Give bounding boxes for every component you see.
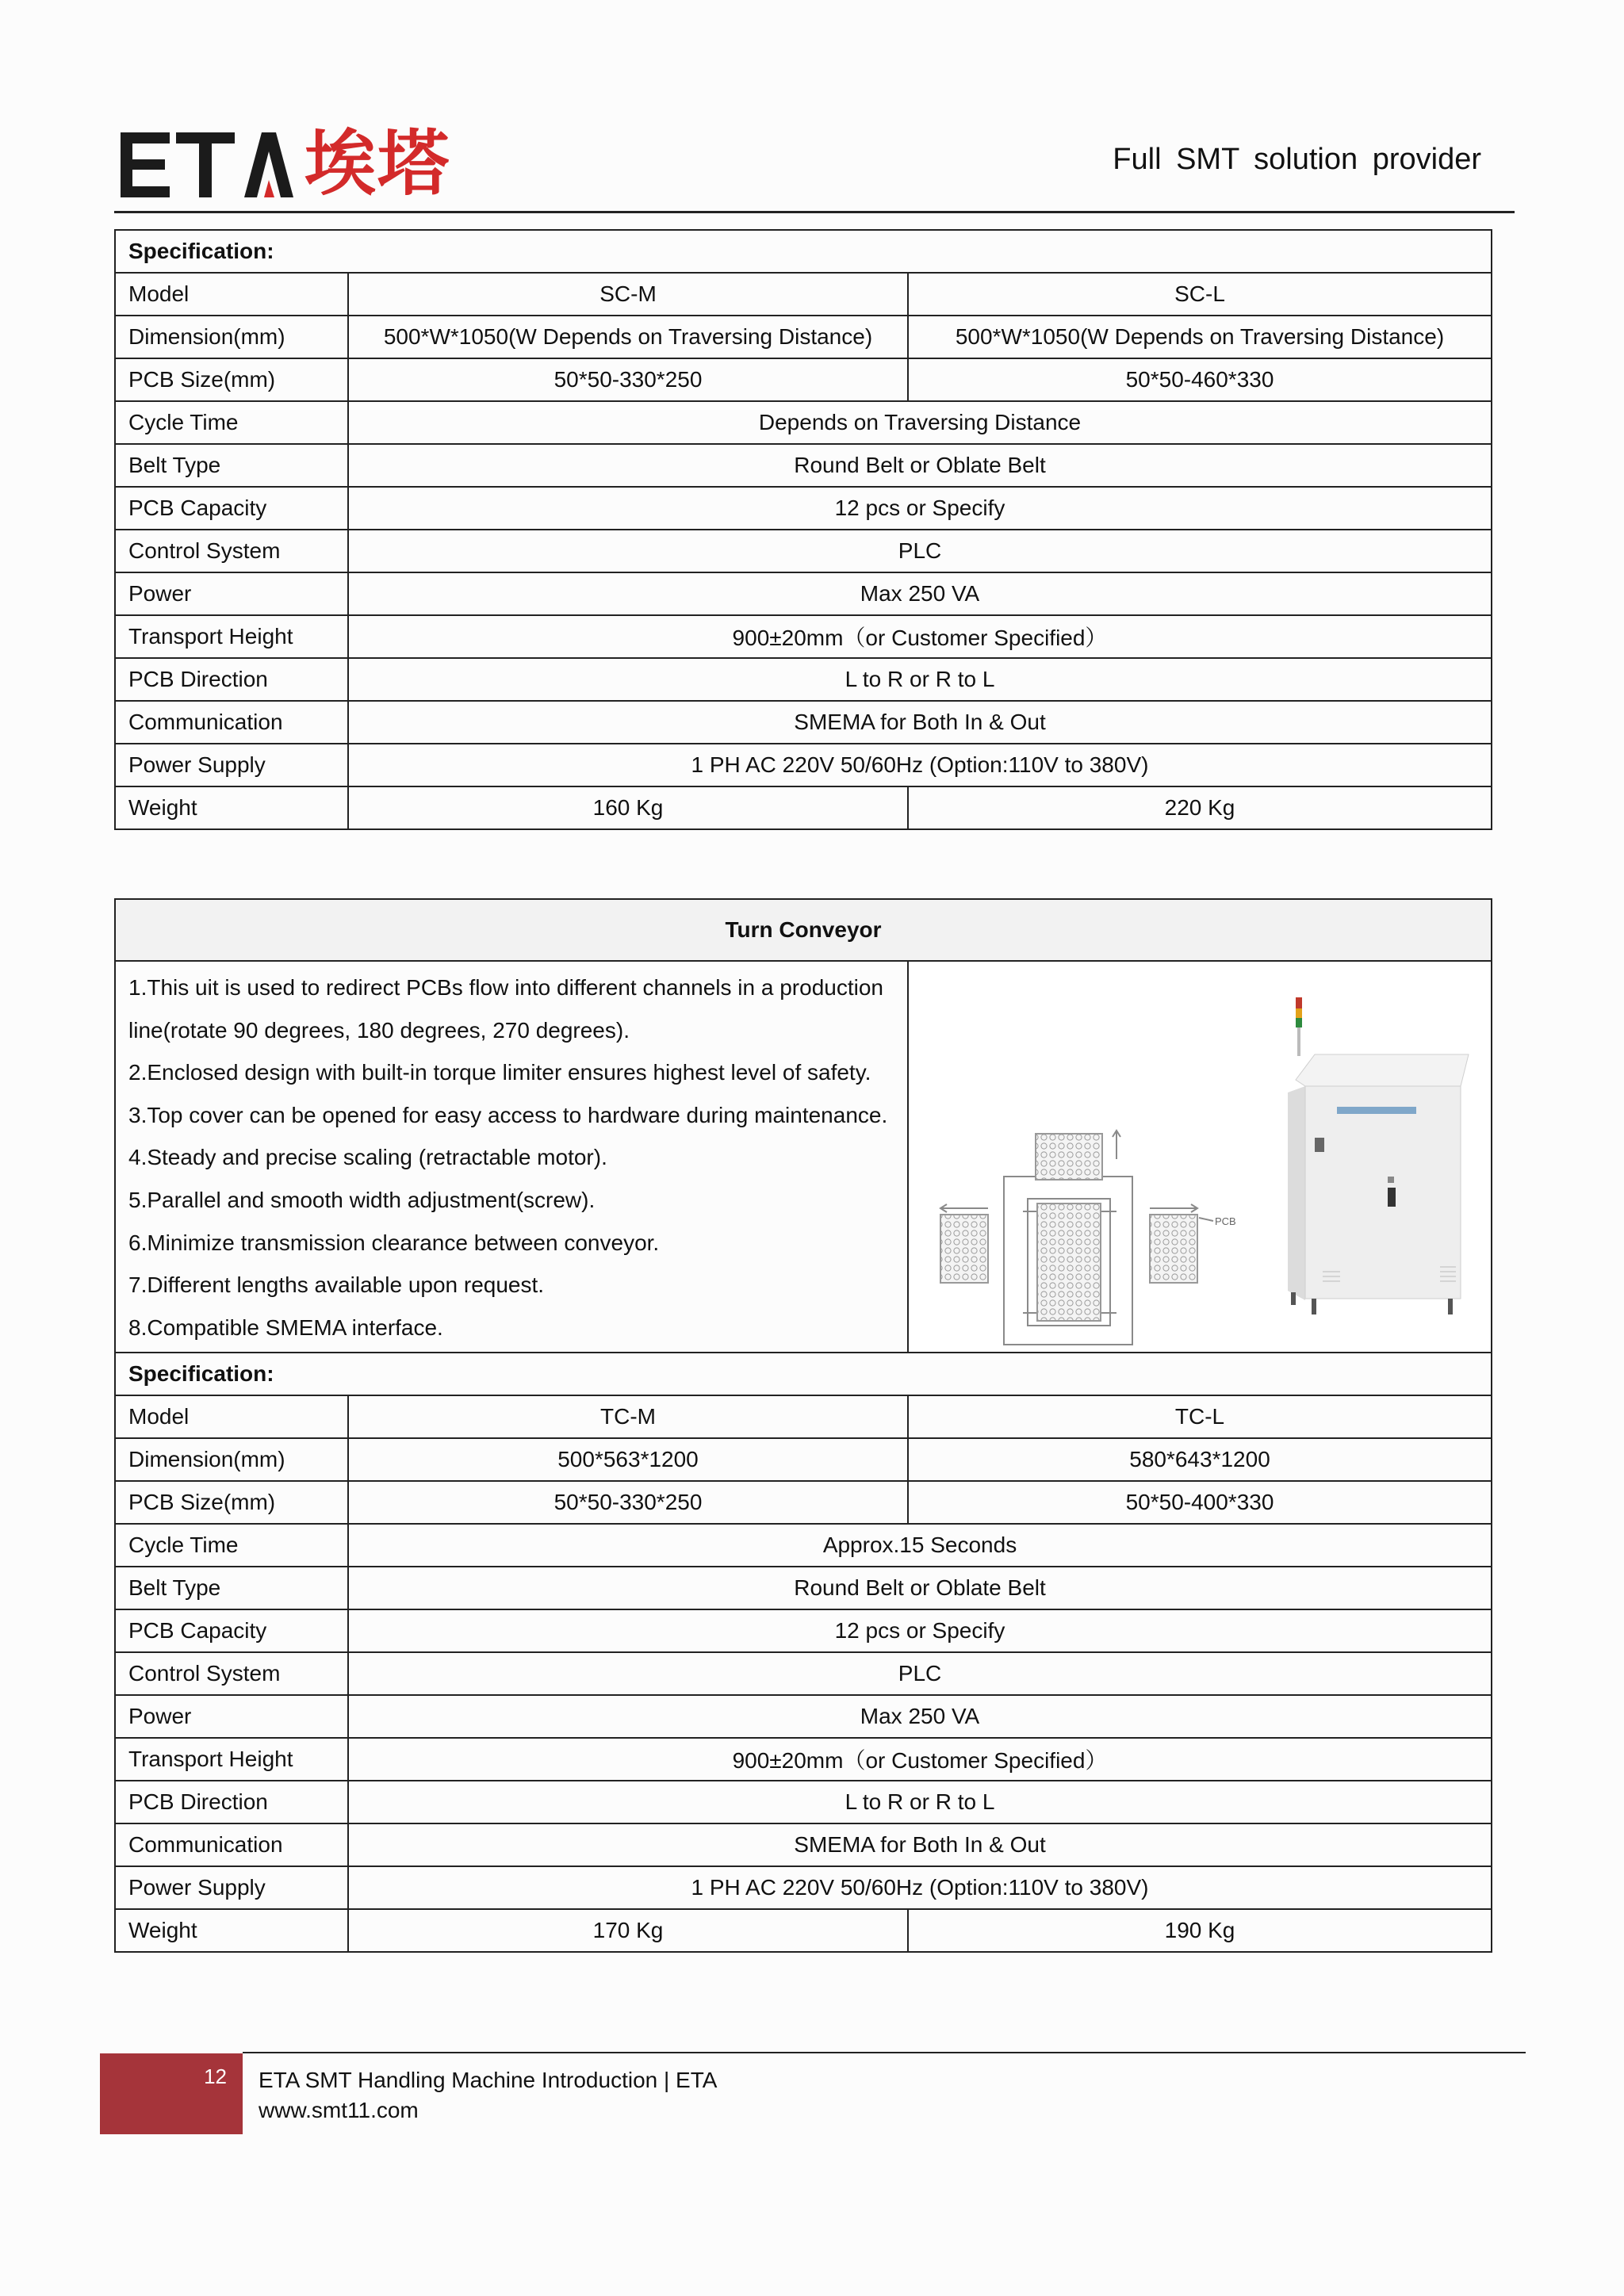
eta-logo-mark bbox=[121, 126, 293, 202]
spec-label: Power bbox=[115, 1695, 348, 1738]
turn-conveyor-illustration bbox=[909, 967, 1491, 1346]
spec-value: PLC bbox=[348, 1652, 1492, 1695]
spec-value: Round Belt or Oblate Belt bbox=[348, 444, 1492, 487]
spec-label: Belt Type bbox=[115, 444, 348, 487]
table-row bbox=[115, 401, 1492, 444]
spec-value: 1 PH AC 220V 50/60Hz (Option:110V to 380V) bbox=[348, 1866, 1492, 1909]
footer-url[interactable]: www.smt11.com bbox=[259, 2098, 419, 2122]
table-row bbox=[115, 1738, 1492, 1781]
table-row bbox=[115, 1652, 1492, 1695]
spec-label: Control System bbox=[115, 530, 348, 572]
spec-value-l: 50*50-460*330 bbox=[908, 358, 1492, 401]
spec-label: Belt Type bbox=[115, 1567, 348, 1609]
spec-label: Power Supply bbox=[115, 744, 348, 786]
spec-value-l: 50*50-400*330 bbox=[908, 1481, 1492, 1524]
table-row bbox=[115, 1781, 1492, 1823]
table-row bbox=[115, 1395, 1492, 1438]
spec-label: Communication bbox=[115, 701, 348, 744]
table-row bbox=[115, 530, 1492, 572]
table-row bbox=[115, 786, 1492, 829]
spec-value: 1 PH AC 220V 50/60Hz (Option:110V to 380V) bbox=[348, 744, 1492, 786]
table-row bbox=[115, 444, 1492, 487]
spec-value: L to R or R to L bbox=[348, 658, 1492, 701]
feature-item: 6.Minimize transmission clearance between conveyor. bbox=[128, 1230, 660, 1255]
page-header bbox=[0, 0, 1624, 214]
table-row bbox=[115, 899, 1492, 961]
spec-value-m: 170 Kg bbox=[348, 1909, 908, 1952]
spec-value-m: 50*50-330*250 bbox=[348, 358, 908, 401]
spec-label: PCB Direction bbox=[115, 658, 348, 701]
table-row bbox=[115, 230, 1492, 273]
spec-label: Dimension(mm) bbox=[115, 316, 348, 358]
page-number-box bbox=[100, 2053, 243, 2134]
page-number: 12 bbox=[204, 2064, 227, 2088]
spec-value: 900±20mm（or Customer Specified） bbox=[348, 1738, 1492, 1781]
spec-label: PCB Direction bbox=[115, 1781, 348, 1823]
table-row bbox=[115, 273, 1492, 316]
turn-conveyor-table bbox=[114, 898, 1492, 1953]
footer-title: ETA SMT Handling Machine Introduction | ETA bbox=[259, 2068, 718, 2092]
table-row bbox=[115, 744, 1492, 786]
spec-value: Round Belt or Oblate Belt bbox=[348, 1567, 1492, 1609]
spec-value: Max 250 VA bbox=[348, 572, 1492, 615]
feature-item: 5.Parallel and smooth width adjustment(screw). bbox=[128, 1187, 596, 1212]
spec-value: L to R or R to L bbox=[348, 1781, 1492, 1823]
spec-label: PCB Size(mm) bbox=[115, 358, 348, 401]
table-row bbox=[115, 1353, 1492, 1395]
table-row bbox=[115, 1438, 1492, 1481]
feature-item: 2.Enclosed design with built-in torque limiter ensures highest level of safety. bbox=[128, 1060, 871, 1085]
spec-label: Cycle Time bbox=[115, 1524, 348, 1567]
spec-label: Transport Height bbox=[115, 1738, 348, 1781]
spec-value-l: 580*643*1200 bbox=[908, 1438, 1492, 1481]
table-row bbox=[115, 1909, 1492, 1952]
table-row bbox=[115, 961, 1492, 1353]
spec-value: SMEMA for Both In & Out bbox=[348, 1823, 1492, 1866]
spec-label: PCB Capacity bbox=[115, 487, 348, 530]
feature-item: 3.Top cover can be opened for easy access to hardware during maintenance. bbox=[128, 1102, 888, 1127]
table-row bbox=[115, 1567, 1492, 1609]
spec-value: SMEMA for Both In & Out bbox=[348, 701, 1492, 744]
spec-label: Weight bbox=[115, 1909, 348, 1952]
spec-section-label: Specification: bbox=[115, 230, 1492, 273]
table-row bbox=[115, 487, 1492, 530]
table-row bbox=[115, 1524, 1492, 1567]
spec-value-l: 220 Kg bbox=[908, 786, 1492, 829]
spec-label: Transport Height bbox=[115, 615, 348, 658]
spec-value-l: 500*W*1050(W Depends on Traversing Distance) bbox=[908, 316, 1492, 358]
table-row bbox=[115, 1866, 1492, 1909]
spec-value-m: TC-M bbox=[348, 1395, 908, 1438]
feature-item: 1.This uit is used to redirect PCBs flow into different channels in a production bbox=[128, 975, 883, 1000]
feature-item: 8.Compatible SMEMA interface. bbox=[128, 1314, 443, 1340]
spec-value-m: 500*563*1200 bbox=[348, 1438, 908, 1481]
table-row bbox=[115, 1609, 1492, 1652]
spec-label: Power Supply bbox=[115, 1866, 348, 1909]
table-row bbox=[115, 316, 1492, 358]
table-row bbox=[115, 1823, 1492, 1866]
page-footer bbox=[0, 2045, 1624, 2141]
spec-label: Weight bbox=[115, 786, 348, 829]
spec-value-m: 160 Kg bbox=[348, 786, 908, 829]
feature-item: line(rotate 90 degrees, 180 degrees, 270 degrees). bbox=[128, 1017, 630, 1043]
sc-spec-table bbox=[114, 229, 1492, 830]
tagline: Full SMT solution provider bbox=[1113, 143, 1481, 176]
spec-value: 12 pcs or Specify bbox=[348, 487, 1492, 530]
spec-value-m: SC-M bbox=[348, 273, 908, 316]
spec-label: Control System bbox=[115, 1652, 348, 1695]
spec-label: PCB Size(mm) bbox=[115, 1481, 348, 1524]
spec-value-m: 500*W*1050(W Depends on Traversing Distance) bbox=[348, 316, 908, 358]
table-row bbox=[115, 572, 1492, 615]
spec-value: 900±20mm（or Customer Specified） bbox=[348, 615, 1492, 658]
spec-value: Depends on Traversing Distance bbox=[348, 401, 1492, 444]
footer-divider bbox=[243, 2052, 1526, 2053]
feature-item: 4.Steady and precise scaling (retractable motor). bbox=[128, 1145, 607, 1170]
table-row bbox=[115, 615, 1492, 658]
spec-value-m: 50*50-330*250 bbox=[348, 1481, 908, 1524]
spec-value: PLC bbox=[348, 530, 1492, 572]
spec-label: Dimension(mm) bbox=[115, 1438, 348, 1481]
spec-label: Model bbox=[115, 273, 348, 316]
spec-label: Communication bbox=[115, 1823, 348, 1866]
product-title: Turn Conveyor bbox=[115, 899, 1492, 961]
pcb-callout-label: PCB bbox=[1215, 1215, 1236, 1228]
spec-label: Cycle Time bbox=[115, 401, 348, 444]
spec-value-l: SC-L bbox=[908, 273, 1492, 316]
table-row bbox=[115, 358, 1492, 401]
spec-label: PCB Capacity bbox=[115, 1609, 348, 1652]
turn-conveyor-machine-icon bbox=[1288, 997, 1469, 1314]
product-image bbox=[908, 961, 1492, 1353]
table-row bbox=[115, 701, 1492, 744]
spec-value: Approx.15 Seconds bbox=[348, 1524, 1492, 1567]
logo-chinese-text: 埃塔 bbox=[304, 122, 450, 205]
header-divider bbox=[114, 211, 1515, 213]
spec-label: Model bbox=[115, 1395, 348, 1438]
table-row bbox=[115, 1481, 1492, 1524]
feature-item: 7.Different lengths available upon request. bbox=[128, 1272, 545, 1298]
spec-label: Power bbox=[115, 572, 348, 615]
eta-logo bbox=[121, 121, 450, 208]
feature-list bbox=[115, 961, 908, 1353]
pcb-flow-diagram-icon bbox=[940, 1131, 1213, 1345]
spec-section-label: Specification: bbox=[115, 1353, 1492, 1395]
spec-value-l: TC-L bbox=[908, 1395, 1492, 1438]
spec-value-l: 190 Kg bbox=[908, 1909, 1492, 1952]
table-row bbox=[115, 1695, 1492, 1738]
spec-value: 12 pcs or Specify bbox=[348, 1609, 1492, 1652]
table-row bbox=[115, 658, 1492, 701]
spec-value: Max 250 VA bbox=[348, 1695, 1492, 1738]
